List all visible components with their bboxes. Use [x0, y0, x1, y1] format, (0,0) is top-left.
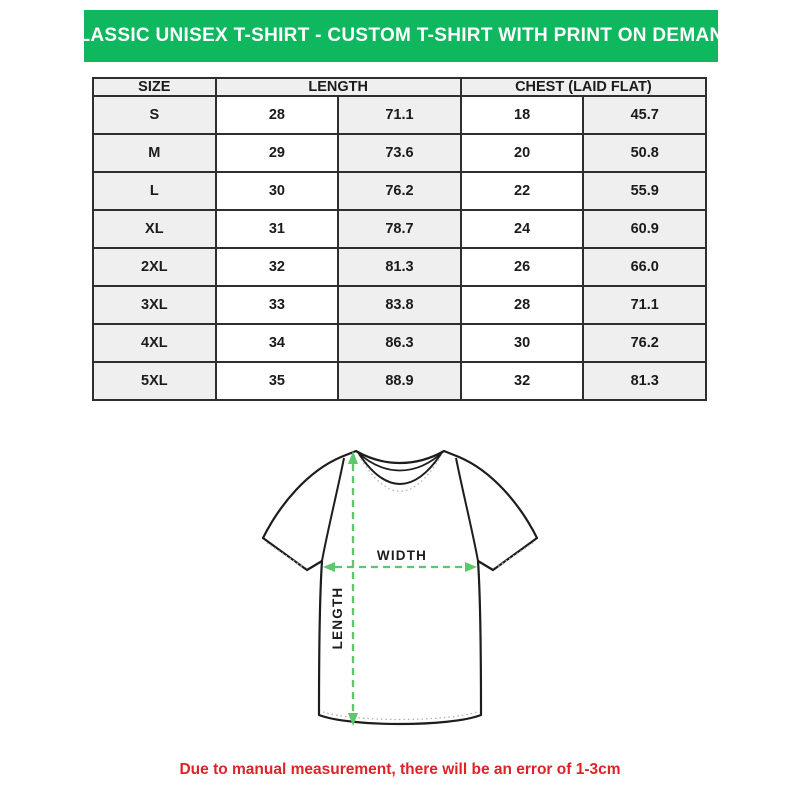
cell-length-in: 28 — [216, 96, 339, 134]
cell-chest-in: 32 — [461, 362, 584, 400]
cell-chest-cm: 45.7 — [583, 96, 706, 134]
cell-length-cm: 81.3 — [338, 248, 461, 286]
cell-length-in: 30 — [216, 172, 339, 210]
table-row — [93, 248, 706, 286]
page-title: CLASSIC UNISEX T-SHIRT - CUSTOM T-SHIRT WITH PRINT ON DEMAND — [64, 25, 738, 46]
table-row — [93, 324, 706, 362]
note-text: Due to manual measurement, there will be an error of 1-3cm — [179, 761, 621, 778]
cell-length-in: 29 — [216, 134, 339, 172]
cell-chest-cm: 60.9 — [583, 210, 706, 248]
cell-chest-cm: 76.2 — [583, 324, 706, 362]
length-label: LENGTH — [330, 586, 345, 650]
cell-chest-cm: 55.9 — [583, 172, 706, 210]
cell-chest-cm: 66.0 — [583, 248, 706, 286]
cell-size: 5XL — [93, 362, 216, 400]
header-row — [93, 78, 706, 96]
cell-length-cm: 76.2 — [338, 172, 461, 210]
cell-chest-in: 24 — [461, 210, 584, 248]
cell-chest-in: 28 — [461, 286, 584, 324]
table-row — [93, 210, 706, 248]
col-header-length: LENGTH — [216, 78, 461, 96]
cell-length-cm: 78.7 — [338, 210, 461, 248]
cell-chest-in: 26 — [461, 248, 584, 286]
tshirt-outline — [263, 451, 537, 724]
cell-length-in: 33 — [216, 286, 339, 324]
col-header-size: SIZE — [93, 78, 216, 96]
cell-length-in: 32 — [216, 248, 339, 286]
cell-chest-in: 18 — [461, 96, 584, 134]
cell-size: XL — [93, 210, 216, 248]
table-row — [93, 286, 706, 324]
cell-size: 4XL — [93, 324, 216, 362]
cell-chest-cm: 50.8 — [583, 134, 706, 172]
cell-length-in: 35 — [216, 362, 339, 400]
cell-length-in: 31 — [216, 210, 339, 248]
table-row — [93, 362, 706, 400]
size-table-body — [93, 96, 706, 400]
cell-length-cm: 88.9 — [338, 362, 461, 400]
cell-size: S — [93, 96, 216, 134]
cell-size: M — [93, 134, 216, 172]
cell-size: 2XL — [93, 248, 216, 286]
cell-chest-in: 22 — [461, 172, 584, 210]
table-row — [93, 134, 706, 172]
table-row — [93, 96, 706, 134]
cell-chest-cm: 81.3 — [583, 362, 706, 400]
cell-chest-in: 30 — [461, 324, 584, 362]
measurement-error-note — [0, 761, 800, 779]
cell-size: 3XL — [93, 286, 216, 324]
size-table — [92, 77, 707, 401]
cell-length-cm: 86.3 — [338, 324, 461, 362]
cell-length-cm: 71.1 — [338, 96, 461, 134]
size-table-header — [93, 78, 706, 96]
col-header-chest: CHEST (LAID FLAT) — [461, 78, 706, 96]
title-banner — [64, 10, 738, 62]
cell-chest-in: 20 — [461, 134, 584, 172]
table-row — [93, 172, 706, 210]
cell-length-cm: 83.8 — [338, 286, 461, 324]
cell-length-cm: 73.6 — [338, 134, 461, 172]
cell-chest-cm: 71.1 — [583, 286, 706, 324]
cell-length-in: 34 — [216, 324, 339, 362]
width-label: WIDTH — [376, 548, 428, 563]
tshirt-measurement-diagram — [250, 438, 550, 750]
cell-size: L — [93, 172, 216, 210]
